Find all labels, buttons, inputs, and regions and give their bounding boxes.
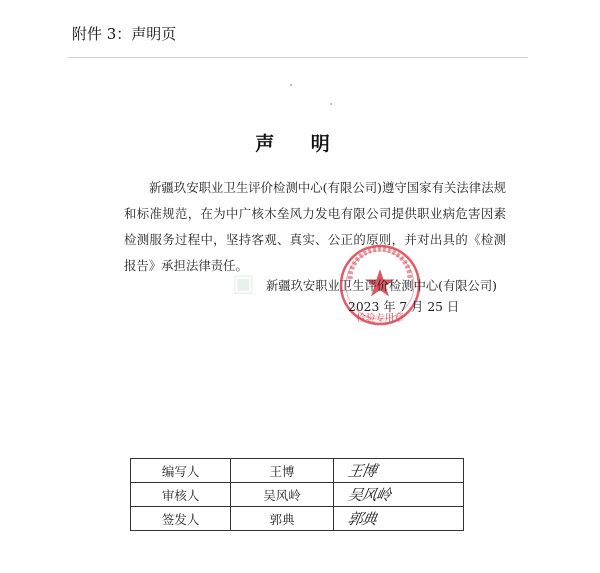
name-cell: 郭典 xyxy=(231,507,333,531)
signature-text: 吴风岭 xyxy=(345,486,392,504)
handwritten-signature xyxy=(333,483,463,507)
handwritten-signature xyxy=(333,507,463,531)
handwritten-signature xyxy=(333,459,463,483)
page-title: 声 明 xyxy=(255,133,345,155)
table-row xyxy=(131,507,464,531)
table-row xyxy=(131,483,464,507)
scan-speck xyxy=(290,84,292,86)
attachment-label: 附件 3：声明页 xyxy=(72,25,177,43)
signature-text: 郭典 xyxy=(345,510,378,528)
role-cell: 签发人 xyxy=(131,507,231,531)
name-cell: 吴风岭 xyxy=(231,483,333,507)
signature-text: 王博 xyxy=(345,462,378,480)
scan-border-line xyxy=(68,57,528,58)
table-row xyxy=(131,459,464,483)
name-cell: 王博 xyxy=(231,459,333,483)
faint-watermark: ▣ xyxy=(232,268,255,297)
scan-speck xyxy=(330,103,332,105)
statement-paragraph: 新疆玖安职业卫生评价检测中心(有限公司)遵守国家有关法律法规和标准规范，在为中广核木垒风力发电有限公司提供职业病危害因素检测服务过程中，坚持客观、真实、公正的原则，并对出具的《检测报告》承担法律责任。 xyxy=(124,180,506,273)
seal-caption: 检验专用章 xyxy=(356,313,404,324)
signature-date: 2023 年 7 月 25 日 xyxy=(348,300,460,314)
signature-organization: 新疆玖安职业卫生评价检测中心(有限公司) xyxy=(266,279,497,293)
role-cell: 编写人 xyxy=(131,459,231,483)
role-cell: 审核人 xyxy=(131,483,231,507)
signoff-table xyxy=(130,458,464,531)
